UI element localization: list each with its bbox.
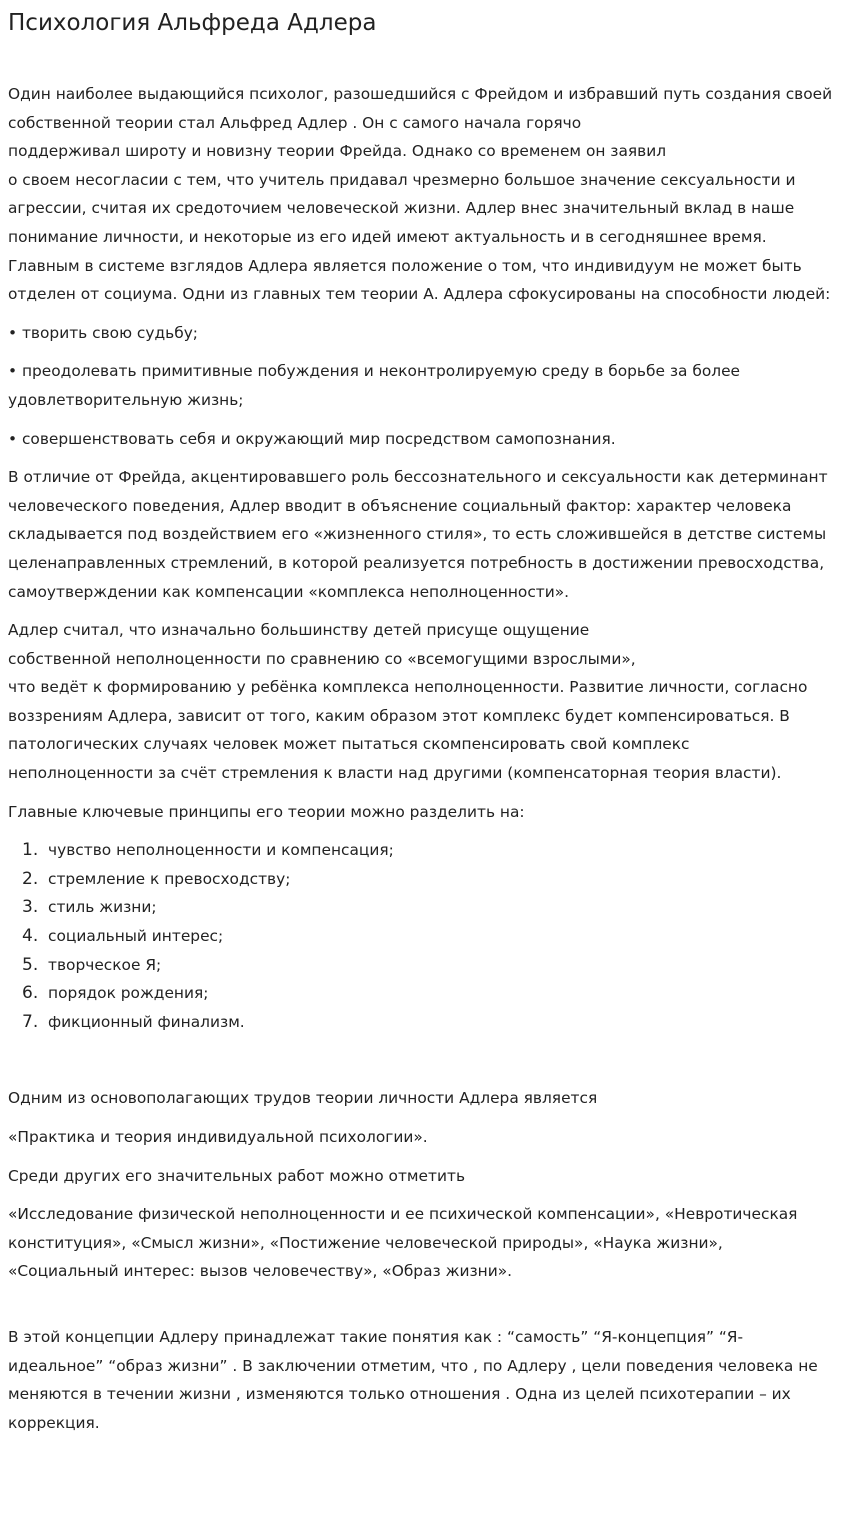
- freud-contrast-paragraph: В отличие от Фрейда, акцентировавшего роль бессознательного и сексуальности как детерминант человеческого поведения, Адлер вводит в объяснение социальный фактор: характер человека складывается под воздействием его «жизненного стиля», то есть сложившейся в детстве системы целенаправленных стремлений, в которой реализуется потребность в достижении превосходства, самоутверждении как компенсации «комплекса неполноценности».: [8, 468, 828, 601]
- list-item-number: 5.: [22, 954, 39, 975]
- list-item-text: фикционный финализм.: [48, 1012, 245, 1031]
- works-paragraph-3: Среди других его значительных работ можно отметить: [8, 1166, 466, 1185]
- list-item-text: социальный интерес;: [48, 927, 224, 946]
- works-paragraph-4: «Исследование физической неполноценности и ее психической компенсации», «Невротическая конституция», «Смысл жизни», «Постижение человеческой природы», «Наука жизни», «Социальный интерес: вызов человечеству», «Образ жизни».: [8, 1205, 798, 1281]
- list-item-number: 2.: [22, 868, 39, 889]
- list-item-number: 1.: [22, 840, 39, 861]
- list-item-text: стиль жизни;: [48, 898, 157, 917]
- list-item-number: 3.: [22, 897, 39, 918]
- inferiority-paragraph-2: собственной неполноценности по сравнению со «всемогущими взрослыми»,: [8, 649, 636, 668]
- list-item-text: стремление к превосходству;: [48, 869, 291, 888]
- bullet-item-3: • совершенствовать себя и окружающий мир посредством самопознания.: [8, 429, 616, 448]
- list-item-number: 7.: [22, 1011, 39, 1032]
- list-item: [8, 1008, 833, 1037]
- list-item: [8, 979, 833, 1008]
- conclusion-paragraph: В этой концепции Адлеру принадлежат такие понятия как : “самость” “Я-концепция” “Я-идеальное” “образ жизни” . В заключении отметим, что , по Адлеру , цели поведения человека не меняются в течении жизни , изменяются только отношения . Одна из целей психотерапии – их коррекция.: [8, 1327, 818, 1432]
- list-item-text: порядок рождения;: [48, 984, 209, 1003]
- list-item: [8, 836, 833, 865]
- principles-intro: Главные ключевые принципы его теории можно разделить на:: [8, 802, 525, 821]
- intro-paragraph-2: поддерживал широту и новизну теории Фрейда. Однако со временем он заявил: [8, 142, 667, 161]
- intro-paragraph-1: Один наиболее выдающийся психолог, разошедшийся с Фрейдом и избравший путь создания своей собственной теории стал Альфред Адлер . Он с самого начала горячо: [8, 85, 833, 132]
- works-paragraph-2: «Практика и теория индивидуальной психологии».: [8, 1128, 428, 1146]
- principles-list: [8, 836, 833, 1036]
- list-item: [8, 951, 833, 980]
- list-item-number: 4.: [22, 926, 39, 947]
- intro-block: [8, 80, 833, 309]
- list-item-text: чувство неполноценности и компенсация;: [48, 841, 394, 860]
- page-title: Психология Альфреда Адлера: [8, 10, 377, 36]
- intro-paragraph-3: о своем несогласии с тем, что учитель придавал чрезмерно большое значение сексуальности и агрессии, считая их средоточием человеческой жизни. Адлер внес значительный вклад в наше понимание личности, и некоторые из его идей имеют актуальность и в сегодняшнее время. Главным в системе взглядов Адлера является положение о том, что индивидуум не может быть отделен от социума. Одни из главных тем теории А. Адлера сфокусированы на способности людей:: [8, 170, 831, 304]
- inferiority-paragraph-3: что ведёт к формированию у ребёнка комплекса неполноценности. Развитие личности, согласно воззрениям Адлера, зависит от того, каким образом этот комплекс будет компенсироваться. В патологических случаях человек может пытаться скомпенсировать свой комплекс неполноценности за счёт стремления к власти над другими (компенсаторная теория власти).: [8, 678, 808, 783]
- inferiority-block: [8, 616, 833, 788]
- list-item-number: 6.: [22, 983, 39, 1004]
- list-item: [8, 922, 833, 951]
- list-item: [8, 893, 833, 922]
- list-item-text: творческое Я;: [48, 955, 162, 974]
- bullet-item-2: • преодолевать примитивные побуждения и неконтролируемую среду в борьбе за более удовлетворительную жизнь;: [8, 362, 741, 409]
- inferiority-paragraph-1: Адлер считал, что изначально большинству детей присуще ощущение: [8, 621, 590, 640]
- bullet-item-1: • творить свою судьбу;: [8, 323, 198, 342]
- works-paragraph-1: Одним из основополагающих трудов теории личности Адлера является: [8, 1089, 598, 1108]
- list-item: [8, 865, 833, 894]
